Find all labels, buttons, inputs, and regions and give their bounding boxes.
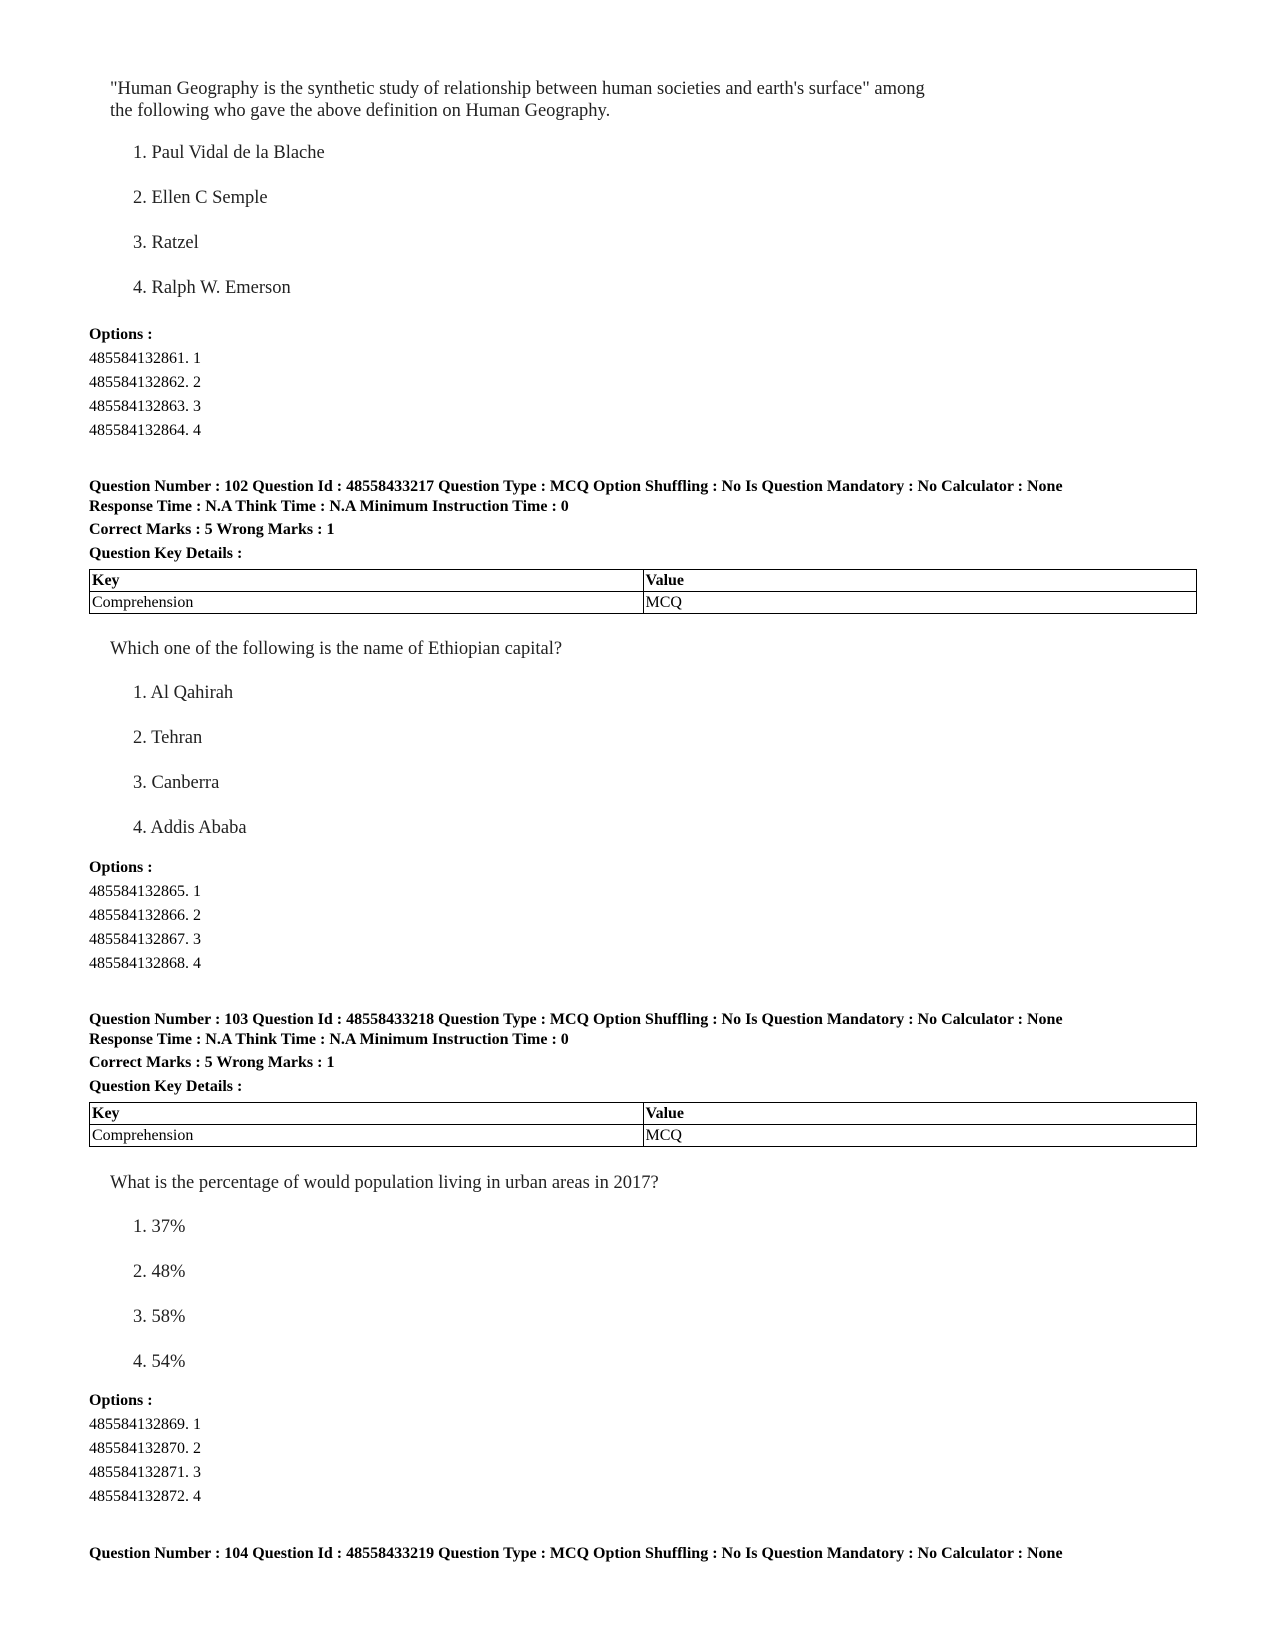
options-label: Options :	[89, 1392, 153, 1409]
table-header-value: Value	[643, 1103, 1197, 1125]
choice-item: 4. Addis Ababa	[133, 818, 247, 838]
option-id: 485584132861. 1	[89, 350, 201, 367]
question-101-text	[110, 78, 925, 122]
question-103-key-table	[89, 1102, 1197, 1147]
question-text-line: "Human Geography is the synthetic study of relationship between human societies and earth's surface" among	[110, 79, 925, 99]
table-cell: MCQ	[643, 592, 1197, 614]
choice-item: 4. Ralph W. Emerson	[133, 278, 291, 298]
choice-item: 2. Ellen C Semple	[133, 188, 268, 208]
question-102-meta	[89, 477, 1063, 564]
option-id: 485584132863. 3	[89, 398, 201, 415]
option-id: 485584132862. 2	[89, 374, 201, 391]
choice-item: 3. Canberra	[133, 773, 220, 793]
question-103-meta	[89, 1010, 1063, 1097]
marks-line: Correct Marks : 5 Wrong Marks : 1	[89, 1054, 335, 1071]
option-id: 485584132872. 4	[89, 1488, 201, 1505]
option-id: 485584132869. 1	[89, 1416, 201, 1433]
question-103-text: What is the percentage of would population living in urban areas in 2017?	[110, 1173, 659, 1193]
meta-line: Response Time : N.A Think Time : N.A Minimum Instruction Time : 0	[89, 1031, 569, 1048]
question-104-meta	[89, 1544, 1063, 1564]
question-103-choices	[133, 1216, 185, 1396]
choice-item: 1. Paul Vidal de la Blache	[133, 143, 325, 163]
question-102-text: Which one of the following is the name of Ethiopian capital?	[110, 639, 563, 659]
table-row	[90, 592, 1197, 614]
option-id: 485584132870. 2	[89, 1440, 201, 1457]
meta-line: Question Number : 102 Question Id : 48558433217 Question Type : MCQ Option Shuffling : No Is Question Mandatory : No Calculator : None	[89, 478, 1063, 495]
question-103-options	[89, 1389, 201, 1509]
table-cell: MCQ	[643, 1125, 1197, 1147]
options-label: Options :	[89, 326, 153, 343]
marks-line: Correct Marks : 5 Wrong Marks : 1	[89, 521, 335, 538]
choice-item: 1. 37%	[133, 1217, 186, 1237]
option-id: 485584132867. 3	[89, 931, 201, 948]
question-102-options	[89, 856, 201, 976]
meta-line: Question Number : 104 Question Id : 48558433219 Question Type : MCQ Option Shuffling : No Is Question Mandatory : No Calculator : None	[89, 1545, 1063, 1562]
question-101-choices	[133, 142, 325, 322]
table-header-row	[90, 1103, 1197, 1125]
choice-item: 3. Ratzel	[133, 233, 199, 253]
table-row	[90, 1125, 1197, 1147]
question-102-choices	[133, 682, 247, 862]
options-label: Options :	[89, 859, 153, 876]
table-cell: Comprehension	[90, 1125, 644, 1147]
key-details-label: Question Key Details :	[89, 1078, 243, 1095]
meta-line: Response Time : N.A Think Time : N.A Minimum Instruction Time : 0	[89, 498, 569, 515]
option-id: 485584132864. 4	[89, 422, 201, 439]
option-id: 485584132871. 3	[89, 1464, 201, 1481]
table-header-row	[90, 570, 1197, 592]
choice-item: 1. Al Qahirah	[133, 683, 234, 703]
table-header-key: Key	[90, 1103, 644, 1125]
option-id: 485584132865. 1	[89, 883, 201, 900]
question-text-line: the following who gave the above definition on Human Geography.	[110, 101, 611, 121]
meta-line: Question Number : 103 Question Id : 48558433218 Question Type : MCQ Option Shuffling : No Is Question Mandatory : No Calculator : None	[89, 1011, 1063, 1028]
choice-item: 3. 58%	[133, 1307, 186, 1327]
choice-item: 2. 48%	[133, 1262, 186, 1282]
choice-item: 2. Tehran	[133, 728, 203, 748]
table-cell: Comprehension	[90, 592, 644, 614]
table-header-value: Value	[643, 570, 1197, 592]
option-id: 485584132866. 2	[89, 907, 201, 924]
key-details-label: Question Key Details :	[89, 545, 243, 562]
question-102-key-table	[89, 569, 1197, 614]
option-id: 485584132868. 4	[89, 955, 201, 972]
question-101-options	[89, 323, 201, 443]
table-header-key: Key	[90, 570, 644, 592]
choice-item: 4. 54%	[133, 1352, 186, 1372]
